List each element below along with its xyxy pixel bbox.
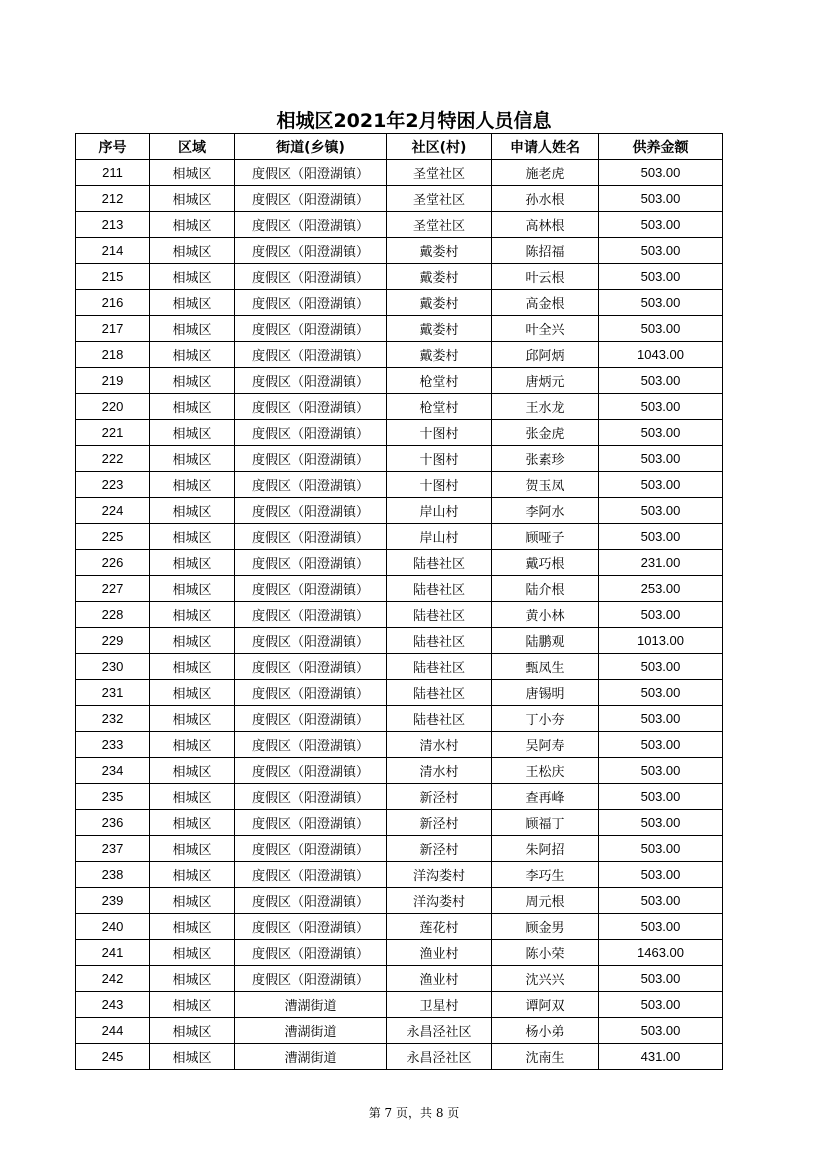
cell-community: 新泾村 [387, 836, 492, 862]
cell-serial: 222 [76, 446, 150, 472]
cell-applicant: 黄小林 [492, 602, 599, 628]
cell-amount: 503.00 [599, 1018, 723, 1044]
cell-community: 圣堂社区 [387, 160, 492, 186]
cell-amount: 503.00 [599, 186, 723, 212]
cell-serial: 238 [76, 862, 150, 888]
cell-street: 度假区（阳澄湖镇） [235, 186, 387, 212]
cell-applicant: 贺玉凤 [492, 472, 599, 498]
table-row [76, 888, 723, 914]
cell-applicant: 李阿水 [492, 498, 599, 524]
page-footer: 第 7 页，共 8 页 [368, 1106, 460, 1120]
cell-community: 戴娄村 [387, 290, 492, 316]
cell-district: 相城区 [150, 212, 235, 238]
cell-applicant: 李巧生 [492, 862, 599, 888]
cell-community: 岸山村 [387, 498, 492, 524]
table-row [76, 576, 723, 602]
cell-serial: 217 [76, 316, 150, 342]
cell-applicant: 朱阿招 [492, 836, 599, 862]
cell-district: 相城区 [150, 186, 235, 212]
cell-community: 戴娄村 [387, 316, 492, 342]
cell-street: 度假区（阳澄湖镇） [235, 446, 387, 472]
cell-street: 度假区（阳澄湖镇） [235, 316, 387, 342]
table-row [76, 966, 723, 992]
cell-street: 漕湖街道 [235, 992, 387, 1018]
table-row [76, 212, 723, 238]
cell-community: 枪堂村 [387, 368, 492, 394]
cell-amount: 503.00 [599, 290, 723, 316]
cell-amount: 503.00 [599, 836, 723, 862]
cell-applicant: 王松庆 [492, 758, 599, 784]
table-row [76, 290, 723, 316]
cell-applicant: 顾福丁 [492, 810, 599, 836]
table-row [76, 940, 723, 966]
column-header-applicant: 申请人姓名 [492, 134, 599, 160]
cell-applicant: 施老虎 [492, 160, 599, 186]
cell-serial: 233 [76, 732, 150, 758]
cell-street: 度假区（阳澄湖镇） [235, 550, 387, 576]
cell-street: 度假区（阳澄湖镇） [235, 784, 387, 810]
table-row [76, 342, 723, 368]
cell-community: 戴娄村 [387, 342, 492, 368]
cell-applicant: 戴巧根 [492, 550, 599, 576]
cell-serial: 242 [76, 966, 150, 992]
cell-street: 度假区（阳澄湖镇） [235, 394, 387, 420]
column-header-district: 区域 [150, 134, 235, 160]
cell-community: 洋沟娄村 [387, 862, 492, 888]
cell-district: 相城区 [150, 888, 235, 914]
table-row [76, 836, 723, 862]
table-row [76, 628, 723, 654]
cell-amount: 1043.00 [599, 342, 723, 368]
cell-applicant: 周元根 [492, 888, 599, 914]
cell-applicant: 叶云根 [492, 264, 599, 290]
cell-applicant: 邱阿炳 [492, 342, 599, 368]
cell-amount: 503.00 [599, 446, 723, 472]
cell-street: 度假区（阳澄湖镇） [235, 264, 387, 290]
cell-serial: 219 [76, 368, 150, 394]
table-row [76, 368, 723, 394]
cell-street: 度假区（阳澄湖镇） [235, 576, 387, 602]
cell-district: 相城区 [150, 394, 235, 420]
cell-amount: 503.00 [599, 914, 723, 940]
cell-serial: 213 [76, 212, 150, 238]
cell-serial: 228 [76, 602, 150, 628]
cell-community: 岸山村 [387, 524, 492, 550]
cell-serial: 244 [76, 1018, 150, 1044]
cell-applicant: 高林根 [492, 212, 599, 238]
cell-serial: 220 [76, 394, 150, 420]
cell-serial: 245 [76, 1044, 150, 1070]
table-row [76, 472, 723, 498]
cell-community: 陆巷社区 [387, 602, 492, 628]
cell-serial: 215 [76, 264, 150, 290]
cell-applicant: 唐锡明 [492, 680, 599, 706]
cell-amount: 503.00 [599, 888, 723, 914]
cell-applicant: 唐炳元 [492, 368, 599, 394]
cell-community: 永昌泾社区 [387, 1044, 492, 1070]
cell-district: 相城区 [150, 628, 235, 654]
cell-applicant: 陆鹏观 [492, 628, 599, 654]
cell-community: 莲花村 [387, 914, 492, 940]
table-row [76, 264, 723, 290]
table-row [76, 524, 723, 550]
cell-district: 相城区 [150, 524, 235, 550]
cell-amount: 253.00 [599, 576, 723, 602]
cell-community: 陆巷社区 [387, 654, 492, 680]
cell-amount: 503.00 [599, 264, 723, 290]
cell-community: 清水村 [387, 758, 492, 784]
cell-street: 度假区（阳澄湖镇） [235, 810, 387, 836]
cell-street: 度假区（阳澄湖镇） [235, 212, 387, 238]
cell-community: 陆巷社区 [387, 706, 492, 732]
cell-amount: 503.00 [599, 316, 723, 342]
cell-district: 相城区 [150, 836, 235, 862]
table-row [76, 316, 723, 342]
cell-applicant: 王水龙 [492, 394, 599, 420]
cell-street: 度假区（阳澄湖镇） [235, 342, 387, 368]
cell-amount: 503.00 [599, 394, 723, 420]
cell-applicant: 沈南生 [492, 1044, 599, 1070]
cell-street: 度假区（阳澄湖镇） [235, 602, 387, 628]
table-row [76, 992, 723, 1018]
cell-applicant: 沈兴兴 [492, 966, 599, 992]
cell-applicant: 顾金男 [492, 914, 599, 940]
table-row [76, 706, 723, 732]
cell-serial: 231 [76, 680, 150, 706]
cell-street: 度假区（阳澄湖镇） [235, 160, 387, 186]
cell-district: 相城区 [150, 654, 235, 680]
cell-community: 枪堂村 [387, 394, 492, 420]
cell-district: 相城区 [150, 706, 235, 732]
cell-community: 陆巷社区 [387, 550, 492, 576]
cell-district: 相城区 [150, 290, 235, 316]
cell-applicant: 叶全兴 [492, 316, 599, 342]
cell-serial: 229 [76, 628, 150, 654]
cell-street: 度假区（阳澄湖镇） [235, 524, 387, 550]
cell-serial: 216 [76, 290, 150, 316]
table-row [76, 498, 723, 524]
table-row [76, 1018, 723, 1044]
table-row [76, 732, 723, 758]
cell-serial: 232 [76, 706, 150, 732]
cell-serial: 227 [76, 576, 150, 602]
cell-street: 度假区（阳澄湖镇） [235, 940, 387, 966]
cell-applicant: 孙水根 [492, 186, 599, 212]
cell-amount: 503.00 [599, 654, 723, 680]
cell-street: 度假区（阳澄湖镇） [235, 628, 387, 654]
column-header-street: 街道(乡镇) [235, 134, 387, 160]
cell-district: 相城区 [150, 810, 235, 836]
cell-street: 度假区（阳澄湖镇） [235, 498, 387, 524]
cell-street: 度假区（阳澄湖镇） [235, 368, 387, 394]
cell-amount: 503.00 [599, 680, 723, 706]
table-row [76, 914, 723, 940]
cell-community: 洋沟娄村 [387, 888, 492, 914]
cell-street: 度假区（阳澄湖镇） [235, 888, 387, 914]
cell-amount: 503.00 [599, 992, 723, 1018]
cell-serial: 224 [76, 498, 150, 524]
cell-amount: 503.00 [599, 966, 723, 992]
cell-amount: 1013.00 [599, 628, 723, 654]
cell-amount: 503.00 [599, 862, 723, 888]
cell-street: 度假区（阳澄湖镇） [235, 472, 387, 498]
cell-amount: 231.00 [599, 550, 723, 576]
cell-community: 清水村 [387, 732, 492, 758]
cell-street: 度假区（阳澄湖镇） [235, 420, 387, 446]
cell-serial: 226 [76, 550, 150, 576]
cell-district: 相城区 [150, 472, 235, 498]
table-row [76, 810, 723, 836]
cell-community: 新泾村 [387, 810, 492, 836]
cell-community: 渔业村 [387, 940, 492, 966]
cell-serial: 223 [76, 472, 150, 498]
cell-serial: 240 [76, 914, 150, 940]
cell-district: 相城区 [150, 966, 235, 992]
table-row [76, 238, 723, 264]
table-row [76, 602, 723, 628]
cell-street: 度假区（阳澄湖镇） [235, 966, 387, 992]
cell-district: 相城区 [150, 758, 235, 784]
cell-amount: 503.00 [599, 602, 723, 628]
cell-applicant: 查再峰 [492, 784, 599, 810]
table-row [76, 758, 723, 784]
cell-community: 陆巷社区 [387, 680, 492, 706]
cell-applicant: 甄凤生 [492, 654, 599, 680]
cell-serial: 236 [76, 810, 150, 836]
cell-community: 戴娄村 [387, 264, 492, 290]
table-row [76, 446, 723, 472]
cell-amount: 503.00 [599, 732, 723, 758]
cell-amount: 503.00 [599, 706, 723, 732]
table-row [76, 420, 723, 446]
cell-serial: 211 [76, 160, 150, 186]
cell-district: 相城区 [150, 576, 235, 602]
cell-district: 相城区 [150, 602, 235, 628]
cell-amount: 503.00 [599, 498, 723, 524]
cell-street: 漕湖街道 [235, 1018, 387, 1044]
cell-community: 圣堂社区 [387, 212, 492, 238]
cell-community: 圣堂社区 [387, 186, 492, 212]
cell-district: 相城区 [150, 420, 235, 446]
cell-amount: 503.00 [599, 524, 723, 550]
cell-community: 十图村 [387, 472, 492, 498]
cell-serial: 234 [76, 758, 150, 784]
cell-amount: 503.00 [599, 758, 723, 784]
cell-community: 陆巷社区 [387, 576, 492, 602]
cell-serial: 243 [76, 992, 150, 1018]
cell-amount: 503.00 [599, 160, 723, 186]
cell-district: 相城区 [150, 368, 235, 394]
cell-applicant: 陈招福 [492, 238, 599, 264]
cell-street: 度假区（阳澄湖镇） [235, 732, 387, 758]
cell-serial: 237 [76, 836, 150, 862]
cell-serial: 225 [76, 524, 150, 550]
cell-applicant: 高金根 [492, 290, 599, 316]
cell-street: 漕湖街道 [235, 1044, 387, 1070]
cell-amount: 503.00 [599, 420, 723, 446]
cell-district: 相城区 [150, 160, 235, 186]
cell-serial: 214 [76, 238, 150, 264]
cell-community: 卫星村 [387, 992, 492, 1018]
cell-district: 相城区 [150, 316, 235, 342]
column-header-amount: 供养金额 [599, 134, 723, 160]
cell-street: 度假区（阳澄湖镇） [235, 836, 387, 862]
cell-district: 相城区 [150, 342, 235, 368]
table-row [76, 654, 723, 680]
cell-applicant: 丁小夯 [492, 706, 599, 732]
cell-applicant: 陆介根 [492, 576, 599, 602]
cell-amount: 503.00 [599, 810, 723, 836]
cell-district: 相城区 [150, 862, 235, 888]
table-row [76, 784, 723, 810]
cell-street: 度假区（阳澄湖镇） [235, 862, 387, 888]
cell-community: 永昌泾社区 [387, 1018, 492, 1044]
cell-district: 相城区 [150, 264, 235, 290]
cell-applicant: 顾哑子 [492, 524, 599, 550]
cell-street: 度假区（阳澄湖镇） [235, 290, 387, 316]
cell-community: 陆巷社区 [387, 628, 492, 654]
cell-street: 度假区（阳澄湖镇） [235, 758, 387, 784]
table-row [76, 862, 723, 888]
cell-applicant: 杨小弟 [492, 1018, 599, 1044]
cell-applicant: 谭阿双 [492, 992, 599, 1018]
cell-district: 相城区 [150, 238, 235, 264]
cell-district: 相城区 [150, 992, 235, 1018]
cell-district: 相城区 [150, 914, 235, 940]
table-body [76, 160, 723, 1070]
cell-amount: 503.00 [599, 368, 723, 394]
cell-applicant: 张素珍 [492, 446, 599, 472]
cell-applicant: 陈小荣 [492, 940, 599, 966]
page-title: 相城区2021年2月特困人员信息 [276, 110, 552, 132]
table-row [76, 394, 723, 420]
table-header-row [76, 134, 723, 160]
column-header-serial: 序号 [76, 134, 150, 160]
cell-street: 度假区（阳澄湖镇） [235, 706, 387, 732]
cell-serial: 241 [76, 940, 150, 966]
table-row [76, 680, 723, 706]
cell-street: 度假区（阳澄湖镇） [235, 914, 387, 940]
table-row [76, 186, 723, 212]
cell-community: 十图村 [387, 420, 492, 446]
cell-amount: 1463.00 [599, 940, 723, 966]
cell-community: 新泾村 [387, 784, 492, 810]
cell-amount: 431.00 [599, 1044, 723, 1070]
cell-street: 度假区（阳澄湖镇） [235, 654, 387, 680]
cell-community: 渔业村 [387, 966, 492, 992]
table-row [76, 160, 723, 186]
column-header-community: 社区(村) [387, 134, 492, 160]
cell-district: 相城区 [150, 498, 235, 524]
cell-amount: 503.00 [599, 238, 723, 264]
cell-serial: 221 [76, 420, 150, 446]
cell-street: 度假区（阳澄湖镇） [235, 680, 387, 706]
cell-district: 相城区 [150, 784, 235, 810]
cell-serial: 230 [76, 654, 150, 680]
data-table [75, 133, 723, 1070]
cell-serial: 212 [76, 186, 150, 212]
cell-district: 相城区 [150, 446, 235, 472]
table-row [76, 550, 723, 576]
cell-amount: 503.00 [599, 212, 723, 238]
cell-district: 相城区 [150, 940, 235, 966]
cell-district: 相城区 [150, 1044, 235, 1070]
cell-serial: 239 [76, 888, 150, 914]
cell-amount: 503.00 [599, 784, 723, 810]
cell-applicant: 张金虎 [492, 420, 599, 446]
cell-amount: 503.00 [599, 472, 723, 498]
cell-serial: 235 [76, 784, 150, 810]
table-row [76, 1044, 723, 1070]
cell-community: 十图村 [387, 446, 492, 472]
cell-district: 相城区 [150, 680, 235, 706]
cell-district: 相城区 [150, 732, 235, 758]
cell-district: 相城区 [150, 1018, 235, 1044]
cell-serial: 218 [76, 342, 150, 368]
cell-district: 相城区 [150, 550, 235, 576]
cell-street: 度假区（阳澄湖镇） [235, 238, 387, 264]
cell-applicant: 吴阿寿 [492, 732, 599, 758]
cell-community: 戴娄村 [387, 238, 492, 264]
